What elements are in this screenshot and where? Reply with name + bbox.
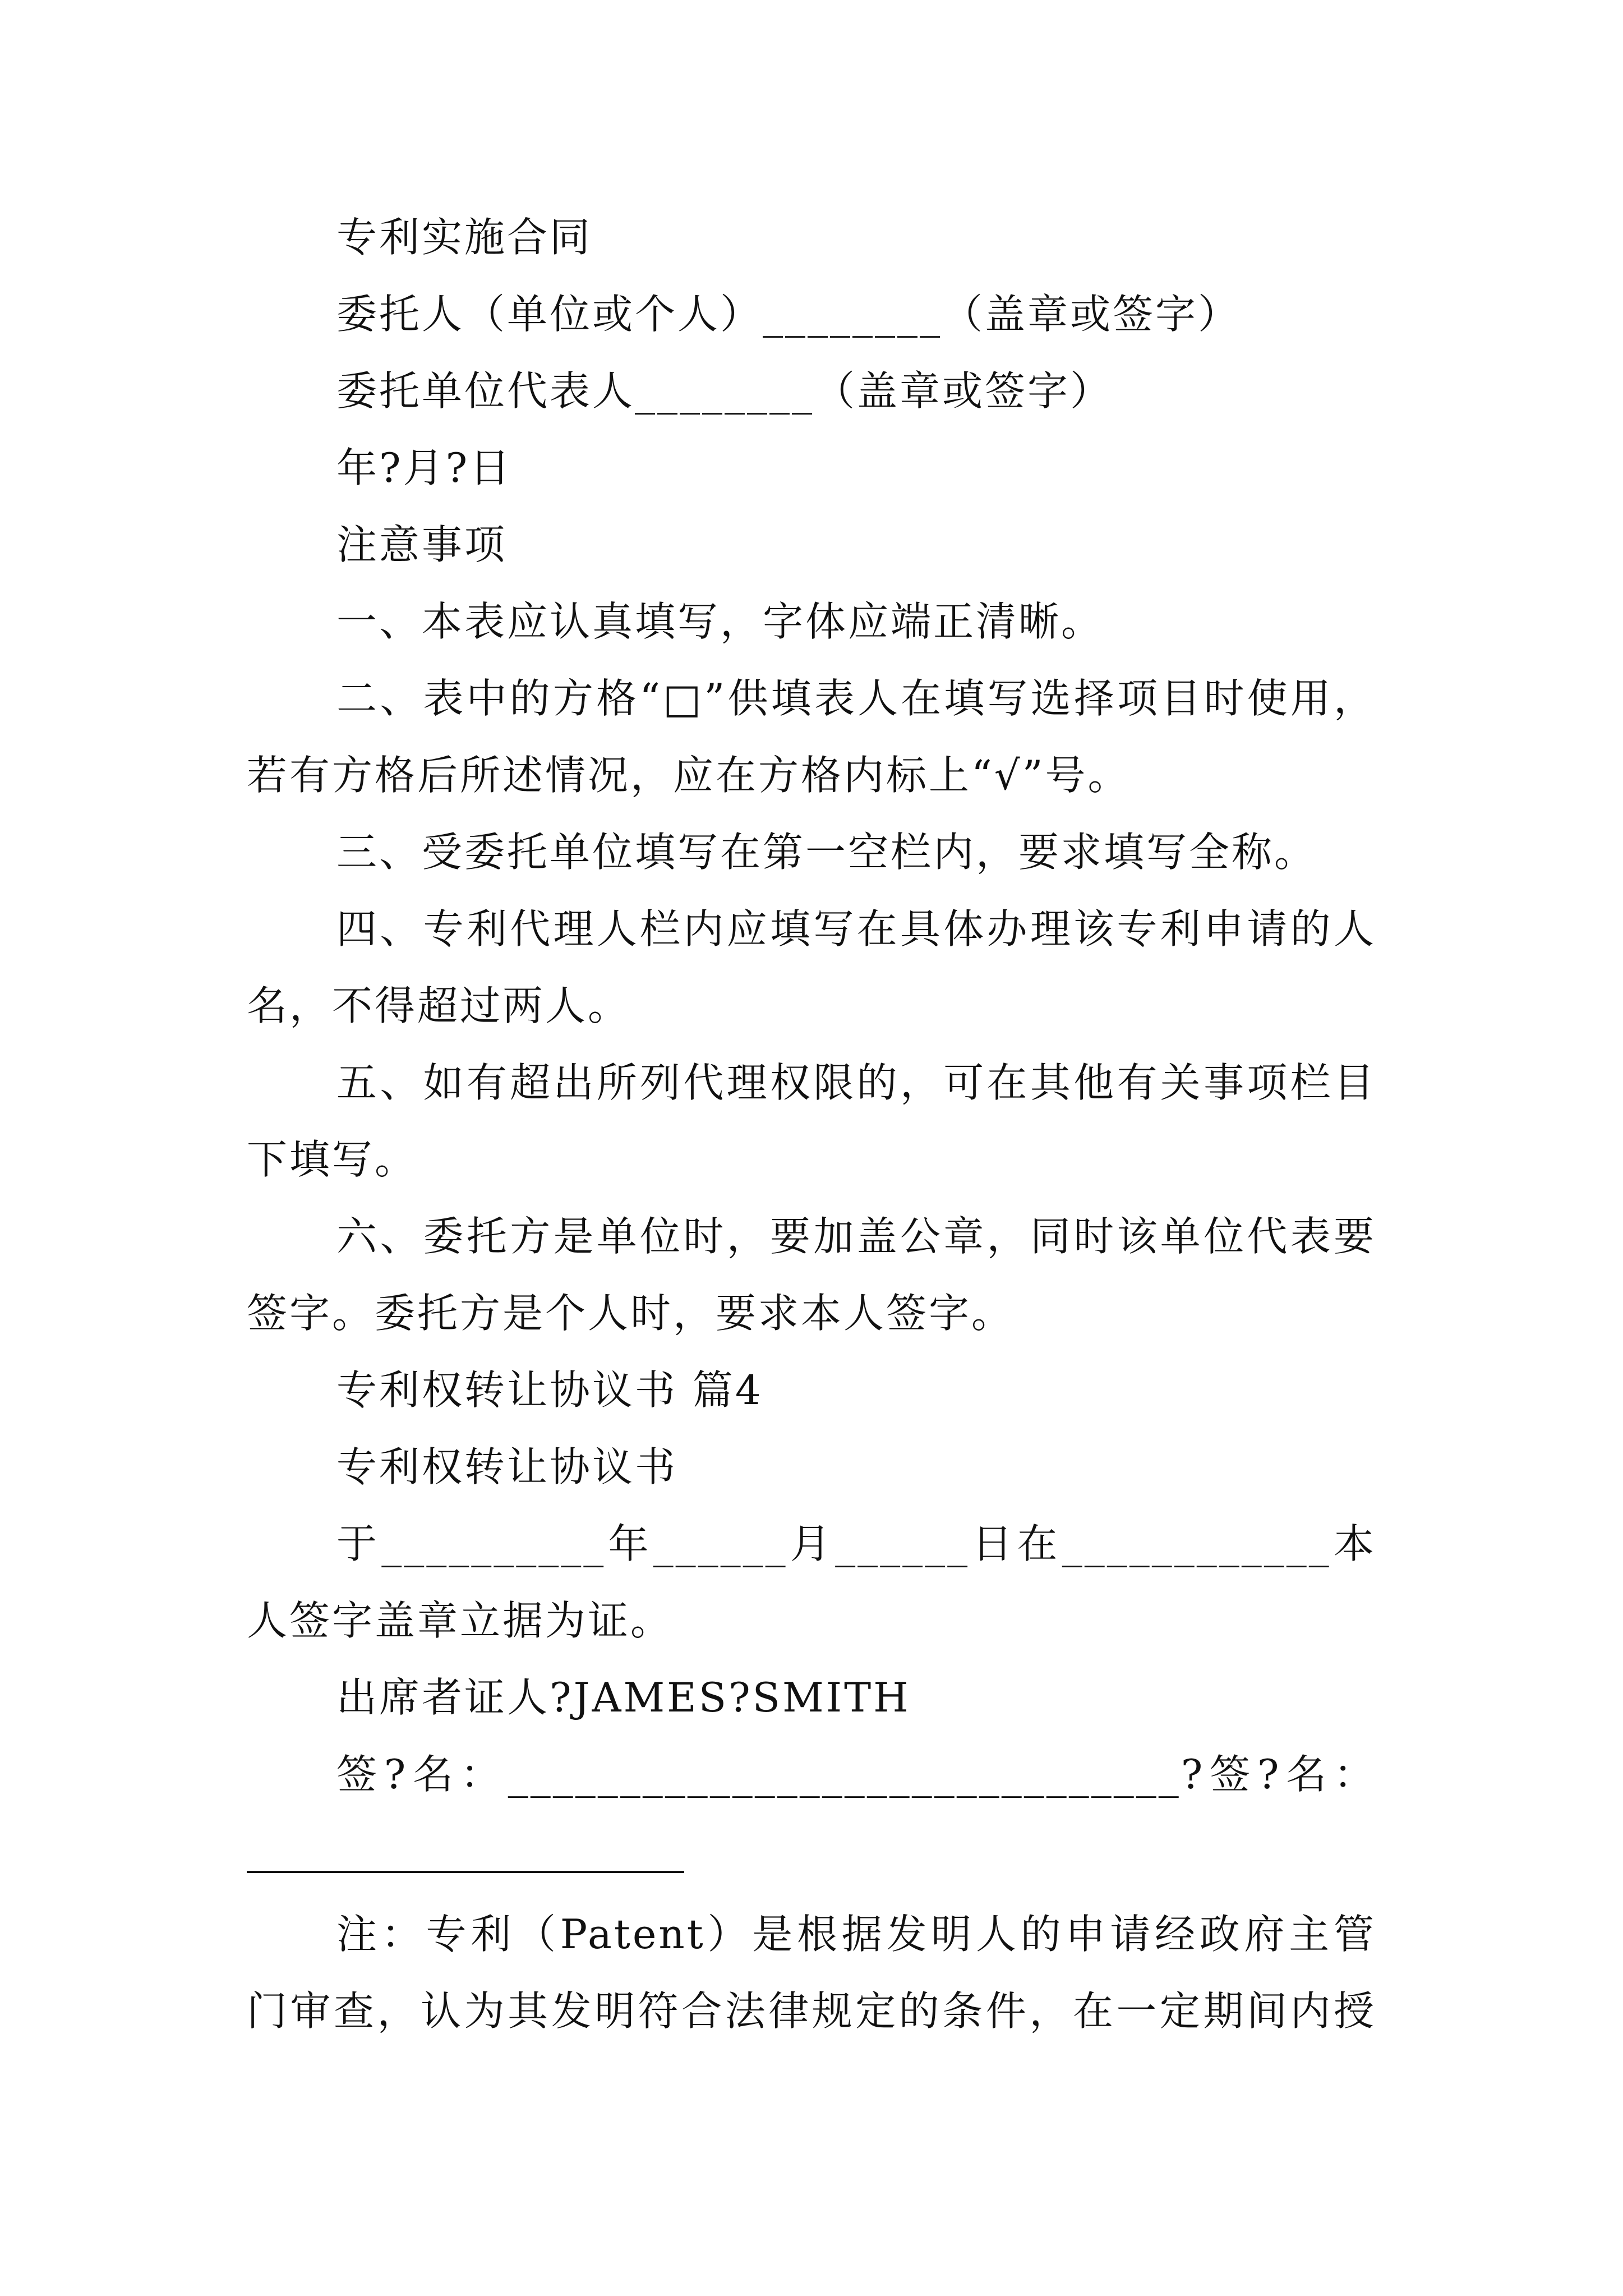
principal-signature-line: 委托人（单位或个人）________（盖章或签字）	[336, 291, 1241, 338]
note-item-2-line-2: 若有方格后所述情况，应在方格内标上“√”号。	[247, 752, 1131, 799]
representative-signature-line: 委托单位代表人________（盖章或签字）	[336, 367, 1113, 415]
note-item-6-line-2: 签字。委托方是个人时，要求本人签字。	[247, 1290, 1015, 1337]
footnote-divider	[247, 1871, 684, 1873]
witness-line: 出席者证人?JAMES?SMITH	[336, 1674, 911, 1721]
agreement-date-place-line: 于__________年______月______日在____________本	[336, 1520, 1376, 1567]
note-item-4-line-2: 名，不得超过两人。	[247, 982, 631, 1029]
agreement-title: 专利权转让协议书	[336, 1443, 678, 1490]
document-body	[247, 199, 1376, 1813]
contract-title: 专利实施合同	[336, 214, 593, 261]
note-item-5-line-1: 五、如有超出所列代理权限的，可在其他有关事项栏目	[336, 1059, 1376, 1106]
note-item-6-line-1: 六、委托方是单位时，要加盖公章，同时该单位代表要	[336, 1213, 1376, 1260]
note-item-2-line-1: 二、表中的方格“□”供填表人在填写选择项目时使用，	[336, 675, 1376, 722]
note-item-5-line-2: 下填写。	[247, 1136, 418, 1183]
footnote	[247, 1896, 1376, 2050]
note-item-3: 三、受委托单位填写在第一空栏内，要求填写全称。	[336, 829, 1317, 876]
agreement-evidence-line: 人签字盖章立据为证。	[247, 1597, 674, 1644]
notes-heading: 注意事项	[336, 521, 508, 568]
footnote-line-2: 门审查，认为其发明符合法律规定的条件，在一定期间内授	[247, 1987, 1376, 2035]
date-line: 年?月?日	[336, 444, 513, 491]
footnote-line-1: 注：专利（Patent）是根据发明人的申请经政府主管	[336, 1911, 1376, 1958]
note-item-4-line-1: 四、专利代理人栏内应填写在具体办理该专利申请的人	[336, 905, 1376, 953]
section-heading: 专利权转让协议书 篇4	[336, 1366, 763, 1414]
signature-line: 签?名：______________________________?签?名：	[336, 1751, 1376, 1798]
note-item-1: 一、本表应认真填写，字体应端正清晰。	[336, 598, 1104, 645]
